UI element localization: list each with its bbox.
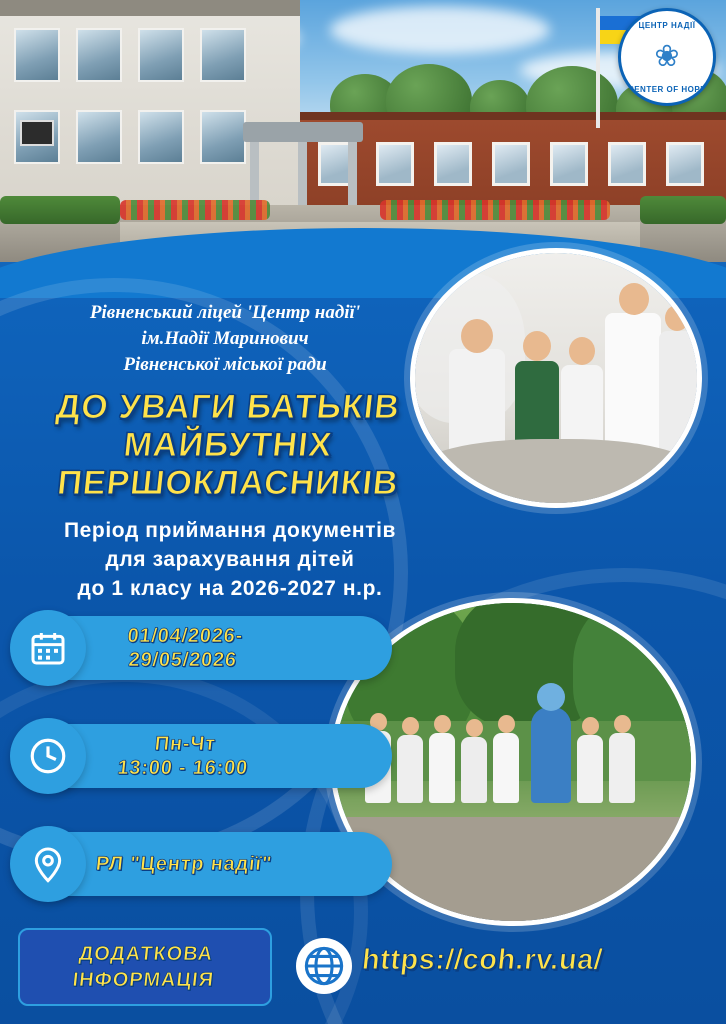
title-line-2: МАЙБУТНІХ [121, 426, 335, 464]
logo-bottom-text: CENTER OF HOPE [627, 85, 707, 94]
first-bell-ceremony-photo [410, 248, 702, 508]
poster-body [0, 238, 726, 1024]
cloud [330, 6, 550, 54]
school-name [20, 300, 430, 378]
mascot [531, 707, 571, 803]
time-text: Пн-Чт 13:00 - 16:00 [116, 733, 250, 779]
subtitle-line-2: для зарахування дітей [105, 548, 355, 571]
school-name-line2: ім.Надії Маринович [141, 328, 309, 349]
calendar-icon [10, 610, 86, 686]
page-title [8, 388, 448, 502]
school-building-photo [0, 0, 726, 262]
subtitle [20, 516, 440, 603]
flower-bed [120, 200, 270, 220]
subtitle-line-3: до 1 класу на 2026-2027 н.р. [77, 577, 383, 600]
school-name-line3: Рівненської міської ради [123, 354, 327, 375]
entrance-canopy [243, 122, 363, 142]
dates-text: 01/04/2026- 29/05/2026 [126, 625, 245, 671]
lawn [0, 196, 120, 224]
globe-icon [296, 938, 352, 994]
school-name-line1: Рівненський ліцей 'Центр надії' [89, 302, 361, 323]
more-info-label: ДОДАТКОВА ІНФОРМАЦІЯ [71, 943, 216, 991]
more-info-box[interactable] [18, 928, 272, 1006]
clock-icon [10, 718, 86, 794]
flower-icon: ❀ [654, 40, 680, 73]
website-link[interactable]: https://coh.rv.ua/ [360, 944, 605, 976]
memorial-plaque [20, 120, 54, 146]
subtitle-line-1: Період приймання документів [63, 519, 397, 542]
logo-top-text: ЦЕНТР НАДІЇ [638, 21, 696, 30]
title-line-1: ДО УВАГИ БАТЬКІВ [54, 388, 402, 426]
title-line-3: ПЕРШОКЛАСНИКІВ [55, 464, 401, 502]
flower-bed [380, 200, 610, 220]
lawn [640, 196, 726, 224]
location-pin-icon [10, 826, 86, 902]
school-logo [618, 8, 716, 106]
place-text: РЛ "Центр надії" [94, 853, 274, 875]
